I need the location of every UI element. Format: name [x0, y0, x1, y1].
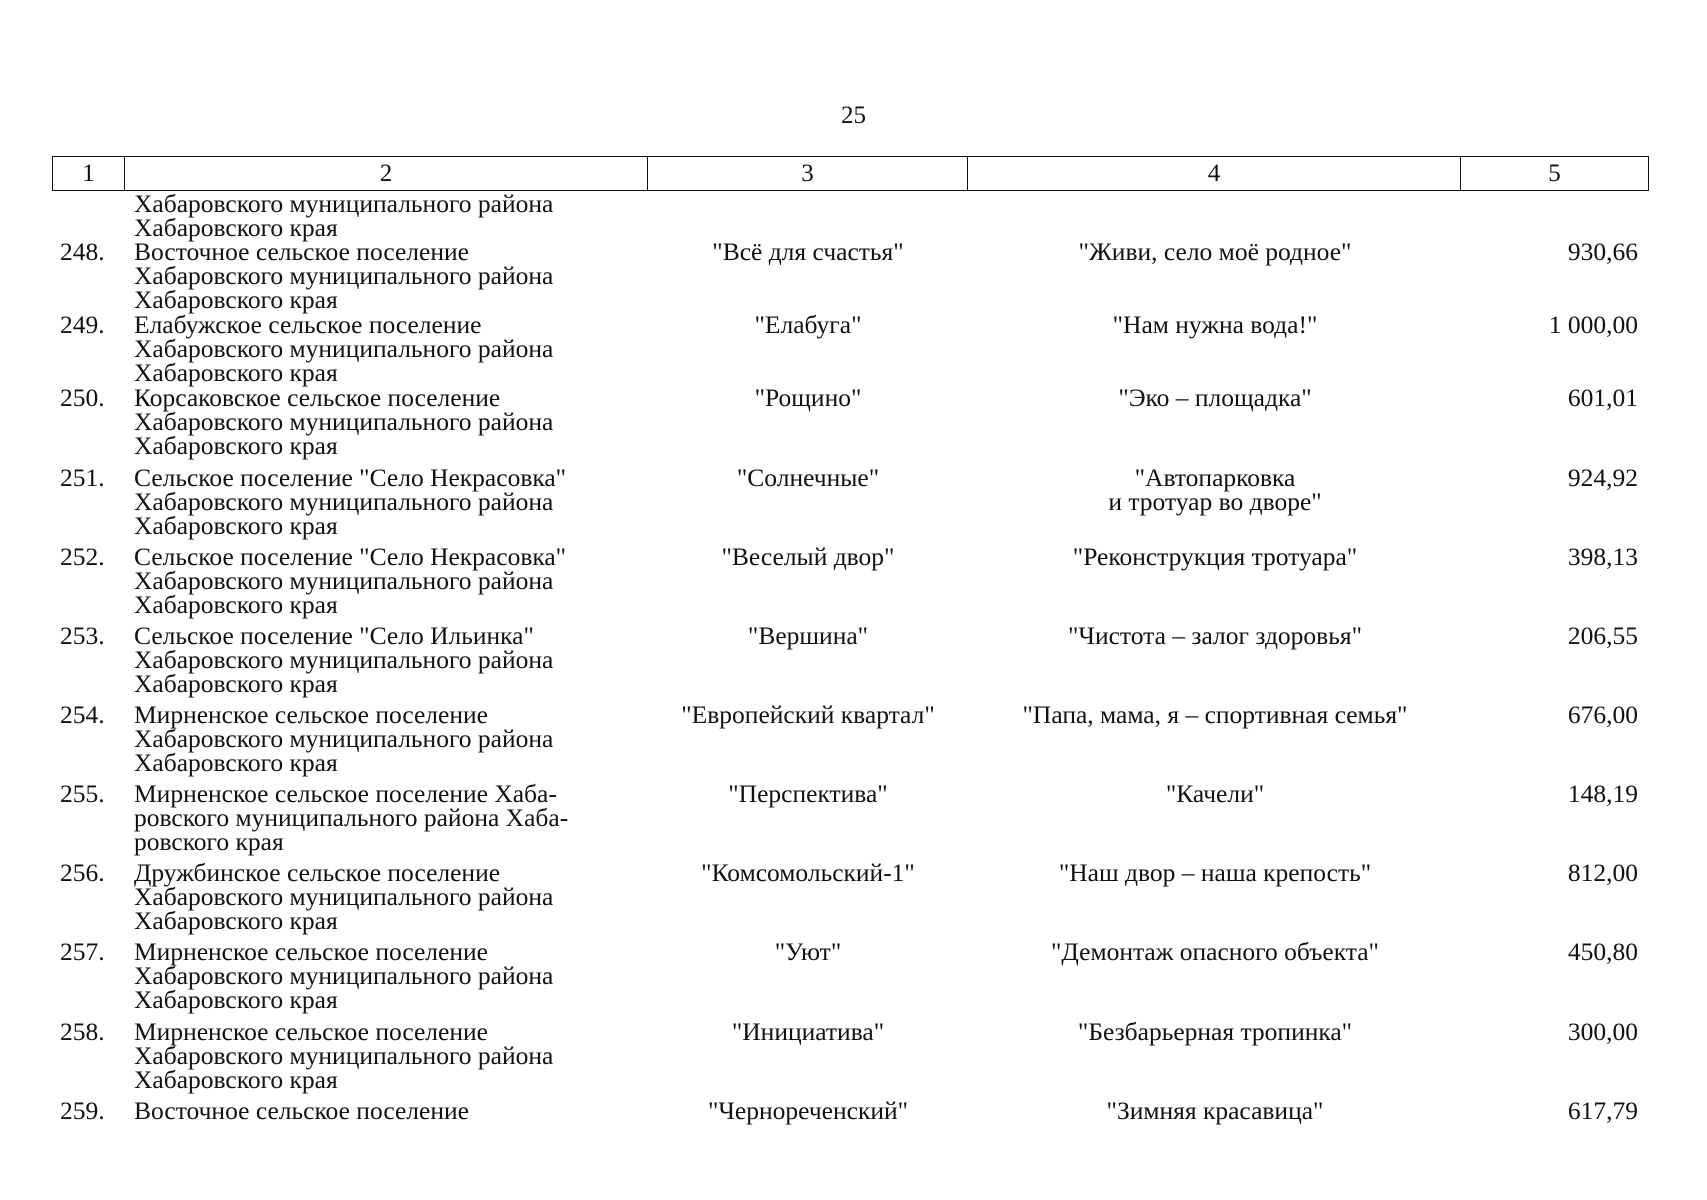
row-number: 259. — [60, 1096, 105, 1125]
project-title: "Веселый двор" — [721, 542, 895, 571]
municipality-name: Сельское поселение "Село Некрасовка" Хабаровского муниципального района Хабаровского края — [134, 542, 567, 619]
header-col-4: 4 — [968, 157, 1461, 191]
project-title: "Уют" — [774, 937, 842, 966]
page-number: 25 — [841, 102, 866, 129]
row-number: 250. — [60, 383, 105, 412]
amount: 617,79 — [1567, 1096, 1638, 1125]
amount: 450,80 — [1567, 937, 1638, 966]
row-number: 258. — [60, 1017, 105, 1046]
header-col-3: 3 — [648, 157, 968, 191]
header-col-2: 2 — [125, 157, 648, 191]
amount: 300,00 — [1567, 1017, 1638, 1046]
amount: 1 000,00 — [1548, 310, 1638, 339]
project-name: "Автопарковка и тротуар во дворе" — [1108, 463, 1322, 516]
row-number: 257. — [60, 937, 105, 966]
municipality-name: Восточное сельское поселение — [134, 1096, 469, 1125]
continuation-text: Хабаровского муниципального района Хабаровского края — [134, 189, 554, 242]
project-name: "Качели" — [1165, 779, 1265, 808]
project-title: "Перспектива" — [728, 779, 888, 808]
project-title: "Елабуга" — [754, 310, 862, 339]
row-number: 249. — [60, 310, 105, 339]
header-col-1: 1 — [53, 157, 125, 191]
amount: 601,01 — [1567, 383, 1638, 412]
municipality-name: Мирненское сельское поселение Хабаровского муниципального района Хабаровского края — [134, 1017, 554, 1094]
project-title: "Европейский квартал" — [681, 700, 935, 729]
municipality-name: Дружбинское сельское поселение Хабаровского муниципального района Хабаровского края — [134, 858, 554, 935]
project-title: "Вершина" — [747, 621, 869, 650]
row-number: 254. — [60, 700, 105, 729]
municipality-name: Сельское поселение "Село Некрасовка" Хабаровского муниципального района Хабаровского края — [134, 463, 567, 540]
amount: 812,00 — [1567, 858, 1638, 887]
row-number: 256. — [60, 858, 105, 887]
amount: 148,19 — [1567, 779, 1638, 808]
municipality-name: Мирненское сельское поселение Хабаровского муниципального района Хабаровского края — [134, 700, 554, 777]
project-title: "Инициатива" — [731, 1017, 885, 1046]
table-header — [52, 156, 1649, 191]
amount: 930,66 — [1567, 237, 1638, 266]
project-name: "Живи, село моё родное" — [1078, 237, 1352, 266]
municipality-name: Сельское поселение "Село Ильинка" Хабаровского муниципального района Хабаровского края — [134, 621, 554, 698]
row-number: 251. — [60, 463, 105, 492]
project-title: "Комсомольский-1" — [701, 858, 915, 887]
amount: 676,00 — [1567, 700, 1638, 729]
project-name: "Реконструкция тротуара" — [1072, 542, 1358, 571]
row-number: 252. — [60, 542, 105, 571]
header-col-5: 5 — [1461, 157, 1649, 191]
amount: 398,13 — [1567, 542, 1638, 571]
row-number: 248. — [60, 237, 105, 266]
project-name: "Чистота – залог здоровья" — [1067, 621, 1362, 650]
project-name: "Нам нужна вода!" — [1112, 310, 1318, 339]
municipality-name: Мирненское сельское поселение Хаба- ровского муниципального района Хаба- ровского края — [134, 779, 569, 856]
amount: 924,92 — [1567, 463, 1638, 492]
municipality-name: Мирненское сельское поселение Хабаровского муниципального района Хабаровского края — [134, 937, 554, 1014]
project-title: "Солнечные" — [736, 463, 880, 492]
project-name: "Папа, мама, я – спортивная семья" — [1022, 700, 1408, 729]
project-name: "Зимняя красавица" — [1106, 1096, 1324, 1125]
municipality-name: Елабужское сельское поселение Хабаровского муниципального района Хабаровского края — [134, 310, 554, 387]
project-title: "Всё для счастья" — [712, 237, 904, 266]
amount: 206,55 — [1567, 621, 1638, 650]
project-name: "Безбарьерная тропинка" — [1077, 1017, 1353, 1046]
municipality-name: Корсаковское сельское поселение Хабаровского муниципального района Хабаровского края — [134, 383, 554, 460]
row-number: 255. — [60, 779, 105, 808]
project-title: "Чернореченский" — [707, 1096, 909, 1125]
project-name: "Наш двор – наша крепость" — [1058, 858, 1372, 887]
project-title: "Рощино" — [754, 383, 862, 412]
project-name: "Эко – площадка" — [1118, 383, 1312, 412]
project-name: "Демонтаж опасного объекта" — [1051, 937, 1379, 966]
municipality-name: Восточное сельское поселение Хабаровского муниципального района Хабаровского края — [134, 237, 554, 314]
row-number: 253. — [60, 621, 105, 650]
